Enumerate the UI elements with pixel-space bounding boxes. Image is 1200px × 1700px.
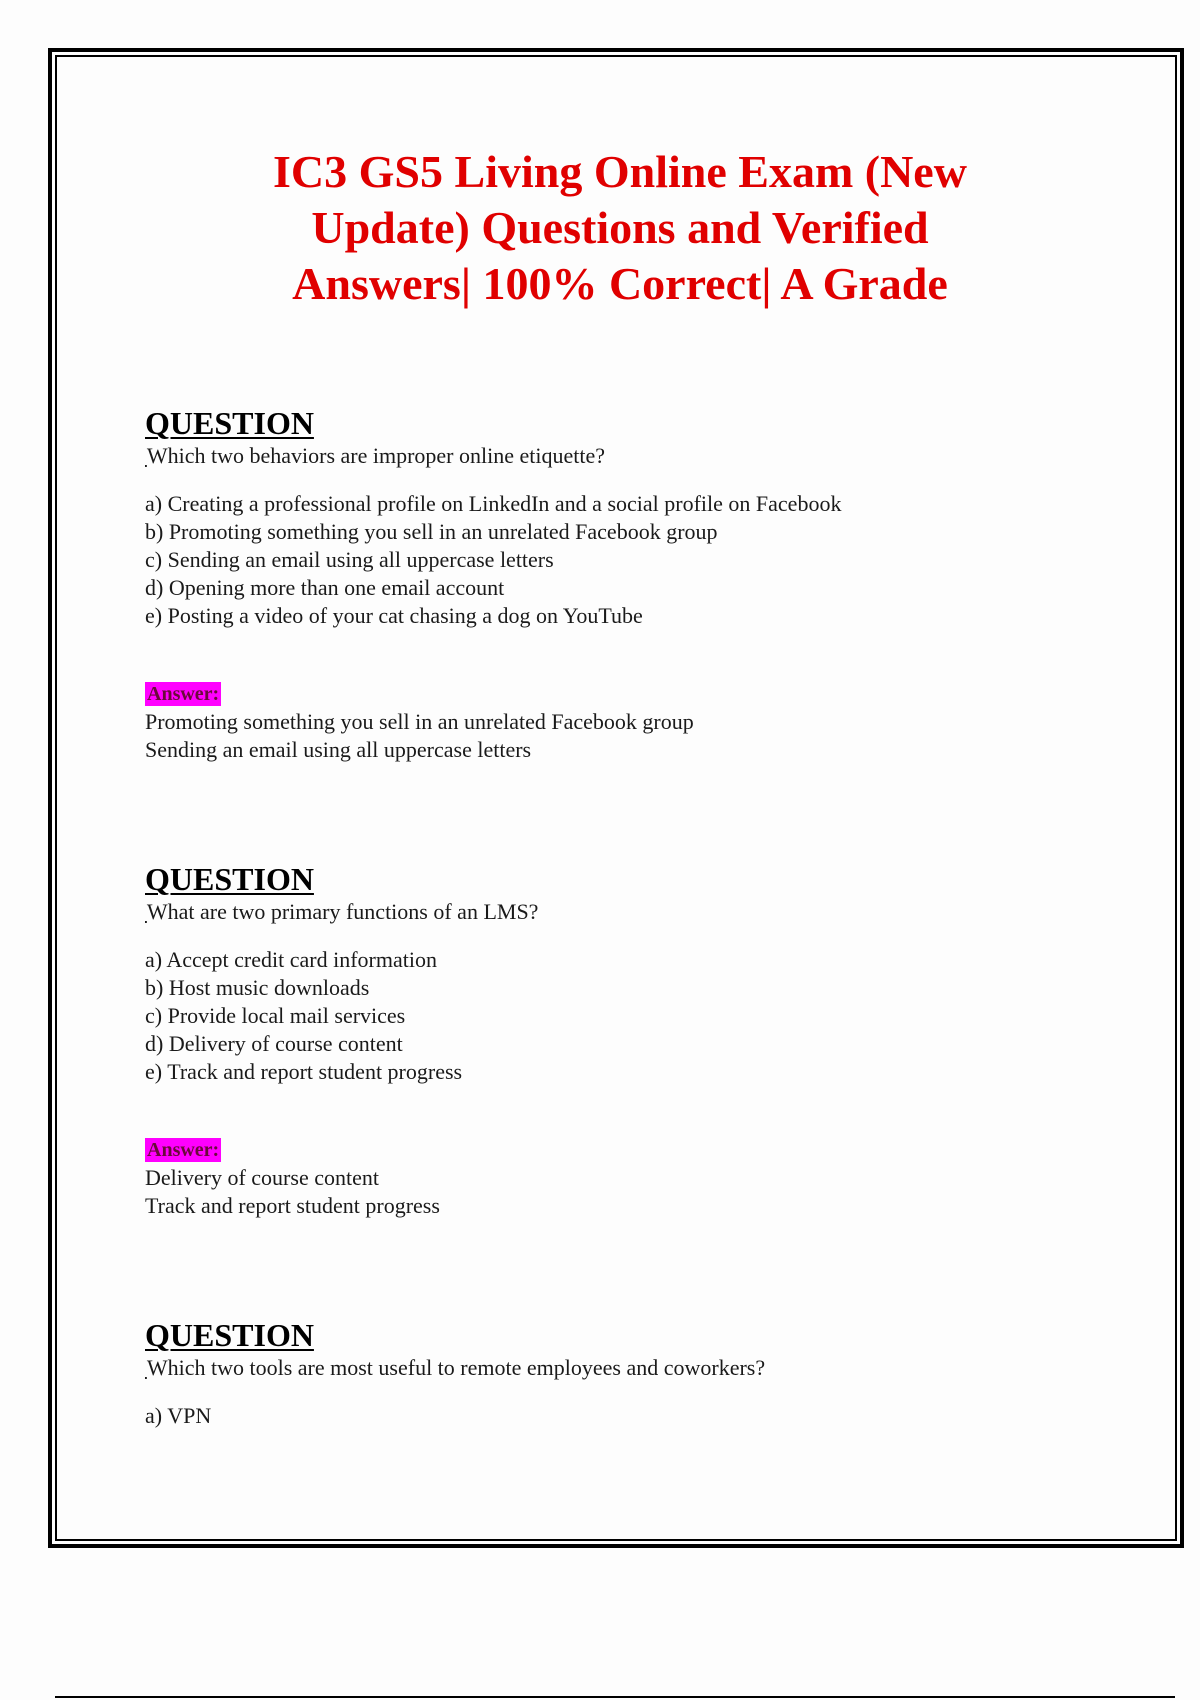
option-item: a) Creating a professional profile on LinkedIn and a social profile on Facebook	[145, 491, 842, 516]
question-text	[145, 898, 1125, 926]
answer-item: Sending an email using all uppercase letters	[145, 737, 532, 762]
option-item: c) Provide local mail services	[145, 1003, 406, 1028]
question-block-1	[145, 406, 1125, 764]
footer-rule	[55, 1696, 1175, 1698]
option-item: a) Accept credit card information	[145, 947, 437, 972]
question-text-content: Which two tools are most useful to remote employees and coworkers?	[146, 1355, 766, 1380]
title-line: Update) Questions and Verified	[311, 202, 929, 253]
option-item: a) VPN	[145, 1403, 212, 1428]
option-item: e) Track and report student progress	[145, 1059, 463, 1084]
question-heading: QUESTION	[145, 1317, 314, 1353]
option-item: d) Delivery of course content	[145, 1031, 403, 1056]
answer-label: Answer:	[147, 683, 220, 705]
options-list	[145, 490, 1125, 630]
option-item: b) Host music downloads	[145, 975, 370, 1000]
question-block-2	[145, 862, 1125, 1220]
answer-item: Delivery of course content	[145, 1165, 379, 1190]
answer-item: Promoting something you sell in an unrelated Facebook group	[145, 709, 694, 734]
question-heading: QUESTION	[145, 405, 314, 441]
question-heading: QUESTION	[145, 861, 314, 897]
answer-item: Track and report student progress	[145, 1193, 440, 1218]
question-block-3	[145, 1318, 1125, 1430]
title-line: IC3 GS5 Living Online Exam (New	[273, 146, 967, 197]
question-text	[145, 442, 1125, 470]
document-title	[160, 144, 1080, 312]
title-line: Answers| 100% Correct| A Grade	[292, 258, 948, 309]
question-text-content: What are two primary functions of an LMS?	[146, 899, 539, 924]
option-item: b) Promoting something you sell in an unrelated Facebook group	[145, 519, 718, 544]
option-item: c) Sending an email using all uppercase letters	[145, 547, 554, 572]
option-item: e) Posting a video of your cat chasing a dog on YouTube	[145, 603, 643, 628]
answers-list	[145, 708, 1125, 764]
question-text	[145, 1354, 1125, 1382]
answer-label: Answer:	[147, 1139, 220, 1161]
option-item: d) Opening more than one email account	[145, 575, 505, 600]
options-list	[145, 946, 1125, 1086]
question-text-content: Which two behaviors are improper online etiquette?	[146, 443, 606, 468]
options-list	[145, 1402, 1125, 1430]
answers-list	[145, 1164, 1125, 1220]
